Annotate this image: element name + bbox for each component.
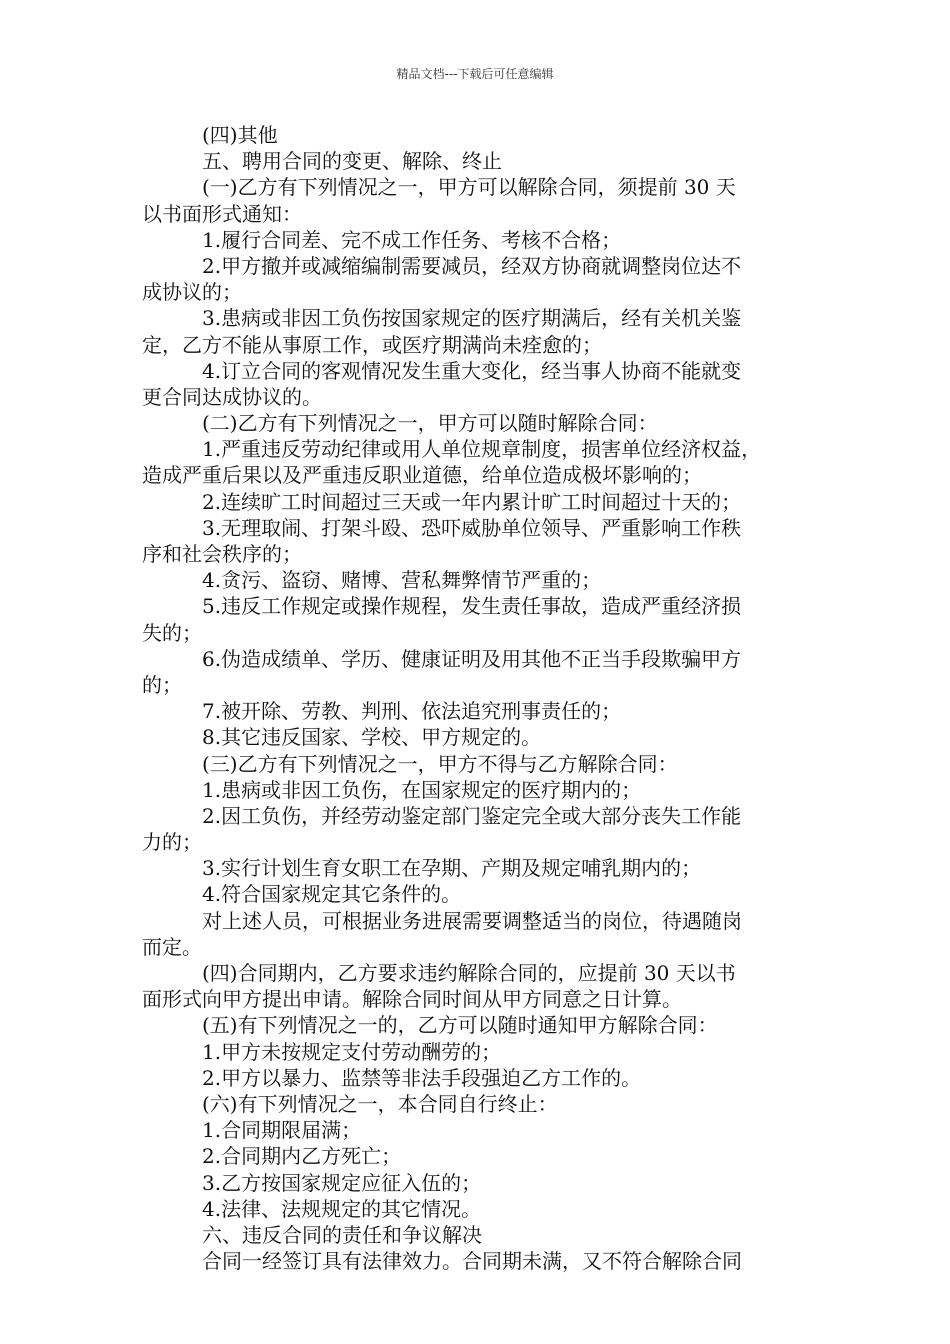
text-line: 7.被开除、劳教、判刑、依法追究刑事责任的；	[202, 699, 622, 724]
text-line: 4.符合国家规定其它条件的。	[202, 882, 462, 907]
text-line: (六)有下列情况之一，本合同自行终止：	[202, 1091, 558, 1116]
text-line: 造成严重后果以及严重违反职业道德，给单位造成极坏影响的；	[142, 463, 702, 488]
text-line: 1.合同期限届满；	[202, 1118, 362, 1143]
text-line: 1.履行合同差、完不成工作任务、考核不合格；	[202, 227, 622, 252]
text-line: 而定。	[142, 934, 202, 959]
text-line: 2.连续旷工时间超过三天或一年内累计旷工时间超过十天的；	[202, 489, 742, 514]
text-line: 3.乙方按国家规定应征入伍的；	[202, 1170, 482, 1195]
text-line: 3.患病或非因工负伤按国家规定的医疗期满后，经有关机关鉴	[202, 306, 742, 331]
text-line: 力的；	[142, 830, 202, 855]
text-line: 4.法律、法规规定的其它情况。	[202, 1196, 482, 1221]
text-line: (四)其他	[202, 123, 278, 147]
document-body	[142, 122, 812, 1274]
text-line: 6.伪造成绩单、学历、健康证明及用其他不正当手段欺骗甲方	[202, 646, 742, 671]
text-line: (一)乙方有下列情况之一，甲方可以解除合同，须提前 30 天	[202, 175, 736, 200]
page-header: 精品文档---下载后可任意编辑	[396, 67, 554, 81]
text-line: 六、违反合同的责任和争议解决	[202, 1222, 482, 1247]
text-line: 3.无理取闹、打架斗殴、恐吓威胁单位领导、严重影响工作秩	[202, 515, 742, 540]
text-line: 1.严重违反劳动纪律或用人单位规章制度，损害单位经济权益，	[202, 437, 762, 462]
text-line: 4.贪污、盗窃、赌博、营私舞弊情节严重的；	[202, 568, 602, 593]
text-line: 2.因工负伤，并经劳动鉴定部门鉴定完全或大部分丧失工作能	[202, 803, 742, 828]
text-line: 8.其它违反国家、学校、甲方规定的。	[202, 725, 542, 750]
text-line: (五)有下列情况之一的，乙方可以随时通知甲方解除合同：	[202, 1013, 718, 1038]
text-line: 对上述人员，可根据业务进展需要调整适当的岗位，待遇随岗	[202, 908, 742, 933]
text-line: 3.实行计划生育女职工在孕期、产期及规定哺乳期内的；	[202, 856, 702, 881]
text-line: 5.违反工作规定或操作规程，发生责任事故，造成严重经济损	[202, 594, 742, 619]
text-line: 2.甲方以暴力、监禁等非法手段强迫乙方工作的。	[202, 1065, 642, 1090]
text-line: 序和社会秩序的；	[142, 542, 302, 566]
text-line: 更合同达成协议的。	[142, 384, 322, 409]
text-line: 1.甲方未按规定支付劳动酬劳的；	[202, 1039, 502, 1064]
text-line: 合同一经签订具有法律效力。合同期未满，又不符合解除合同	[202, 1249, 742, 1274]
text-line: 4.订立合同的客观情况发生重大变化，经当事人协商不能就变	[202, 358, 742, 383]
text-line: 定，乙方不能从事原工作，或医疗期满尚未痊愈的；	[142, 332, 602, 357]
text-line: 面形式向甲方提出申请。解除合同时间从甲方同意之日计算。	[142, 987, 682, 1012]
text-line: 2.甲方撤并或减缩编制需要减员，经双方协商就调整岗位达不	[202, 253, 742, 278]
text-line: (二)乙方有下列情况之一，甲方可以随时解除合同：	[202, 411, 658, 436]
text-line: 成协议的；	[142, 280, 242, 305]
text-line: 1.患病或非因工负伤，在国家规定的医疗期内的；	[202, 777, 642, 802]
text-line: 的；	[142, 672, 182, 697]
text-line: 以书面形式通知：	[142, 201, 302, 226]
text-line: 失的；	[142, 620, 202, 645]
text-line: (四)合同期内，乙方要求违约解除合同的，应提前 30 天以书	[202, 961, 736, 985]
text-line: (三)乙方有下列情况之一，甲方不得与乙方解除合同：	[202, 751, 678, 776]
text-line: 五、聘用合同的变更、解除、终止	[202, 149, 502, 174]
text-line: 2.合同期内乙方死亡；	[202, 1144, 402, 1169]
